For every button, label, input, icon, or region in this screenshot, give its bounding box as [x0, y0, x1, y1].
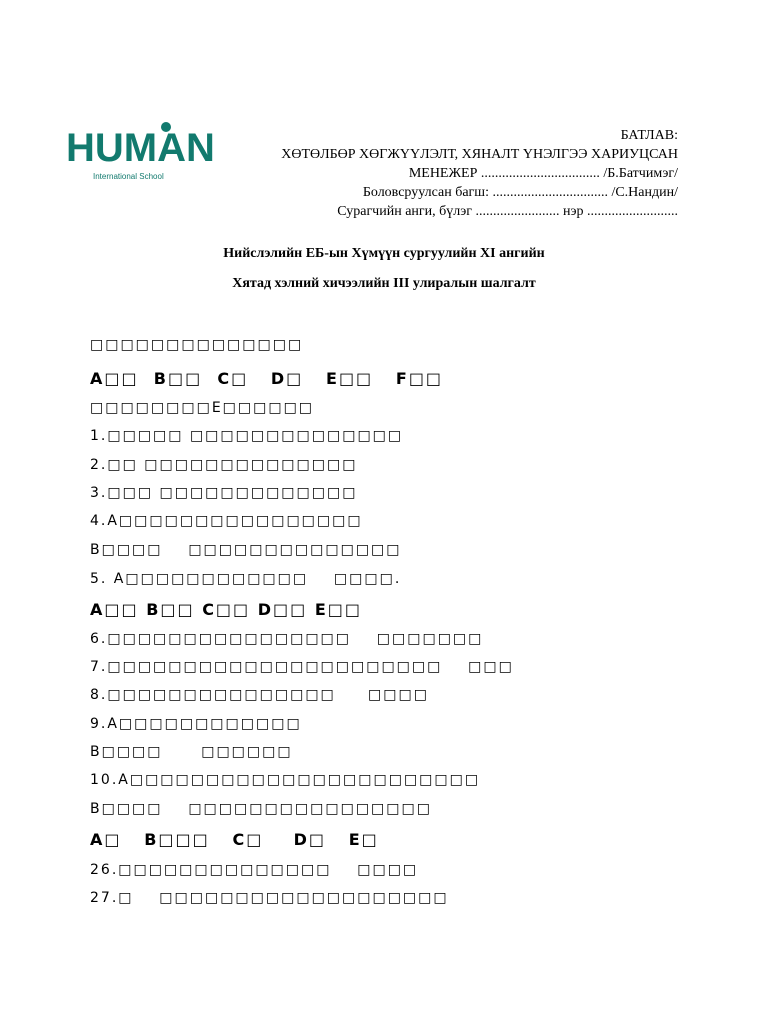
approval-line-3: МЕНЕЖЕР .................................. /Б.Батчимэг/: [408, 166, 678, 181]
question-4a: 4.A□□□□□□□□□□□□□□□□: [90, 513, 363, 529]
question-10b: B□□□□ □□□□□□□□□□□□□□□□: [90, 801, 432, 817]
answer-options-1: A□□ B□□ C□ D□ E□□ F□□: [90, 369, 444, 388]
question-27: 27.□ □□□□□□□□□□□□□□□□□□□: [90, 890, 449, 906]
answer-options-3: A□ B□□□ C□ D□ E□: [90, 830, 379, 849]
answer-options-2: A□□ B□□ C□□ D□□ E□□: [90, 600, 362, 619]
section-instruction: □□□□□□□□□□□□□□: [90, 337, 304, 353]
question-8: 8.□□□□□□□□□□□□□□□ □□□□: [90, 687, 429, 703]
question-10a: 10.A□□□□□□□□□□□□□□□□□□□□□□□: [90, 772, 481, 788]
question-7: 7.□□□□□□□□□□□□□□□□□□□□□□ □□□: [90, 659, 514, 675]
question-2: 2.□□ □□□□□□□□□□□□□□: [90, 457, 358, 473]
question-1: 1.□□□□□ □□□□□□□□□□□□□□: [90, 428, 404, 444]
approval-line-4: Боловсруулсан багш: ................................. /С.Нандин/: [362, 185, 678, 200]
approval-block: [281, 126, 678, 221]
question-9a: 9.A□□□□□□□□□□□□: [90, 716, 302, 732]
exam-title-line-2: Хятад хэлний хичээлийн III улиралын шалгалт: [232, 276, 536, 291]
exam-title-line-1: Нийслэлийн ЕБ-ын Хүмүүн сургуулийн XI ангийн: [223, 246, 545, 261]
approval-line-1: БАТЛАВ:: [620, 128, 678, 143]
logo-tagline: International School: [93, 172, 164, 181]
question-3: 3.□□□ □□□□□□□□□□□□□: [90, 485, 358, 501]
school-logo: [66, 122, 215, 184]
question-26: 26.□□□□□□□□□□□□□□ □□□□: [90, 862, 419, 878]
question-9b: B□□□□ □□□□□□: [90, 744, 293, 760]
logo-brand: HUMAN: [66, 126, 215, 170]
approval-line-2: ХӨТӨЛБӨР ХӨГЖҮҮЛЭЛТ, ХЯНАЛТ ҮНЭЛГЭЭ ХАРИУЦСАН: [281, 147, 678, 162]
question-6: 6.□□□□□□□□□□□□□□□□ □□□□□□□: [90, 631, 484, 647]
question-5: 5. A□□□□□□□□□□□□ □□□□.: [90, 571, 402, 587]
example-line: □□□□□□□□E□□□□□□: [90, 400, 315, 416]
question-4b: B□□□□ □□□□□□□□□□□□□□: [90, 542, 402, 558]
approval-line-5: Сурагчийн анги, бүлэг ........................ нэр ..........................: [337, 204, 678, 219]
